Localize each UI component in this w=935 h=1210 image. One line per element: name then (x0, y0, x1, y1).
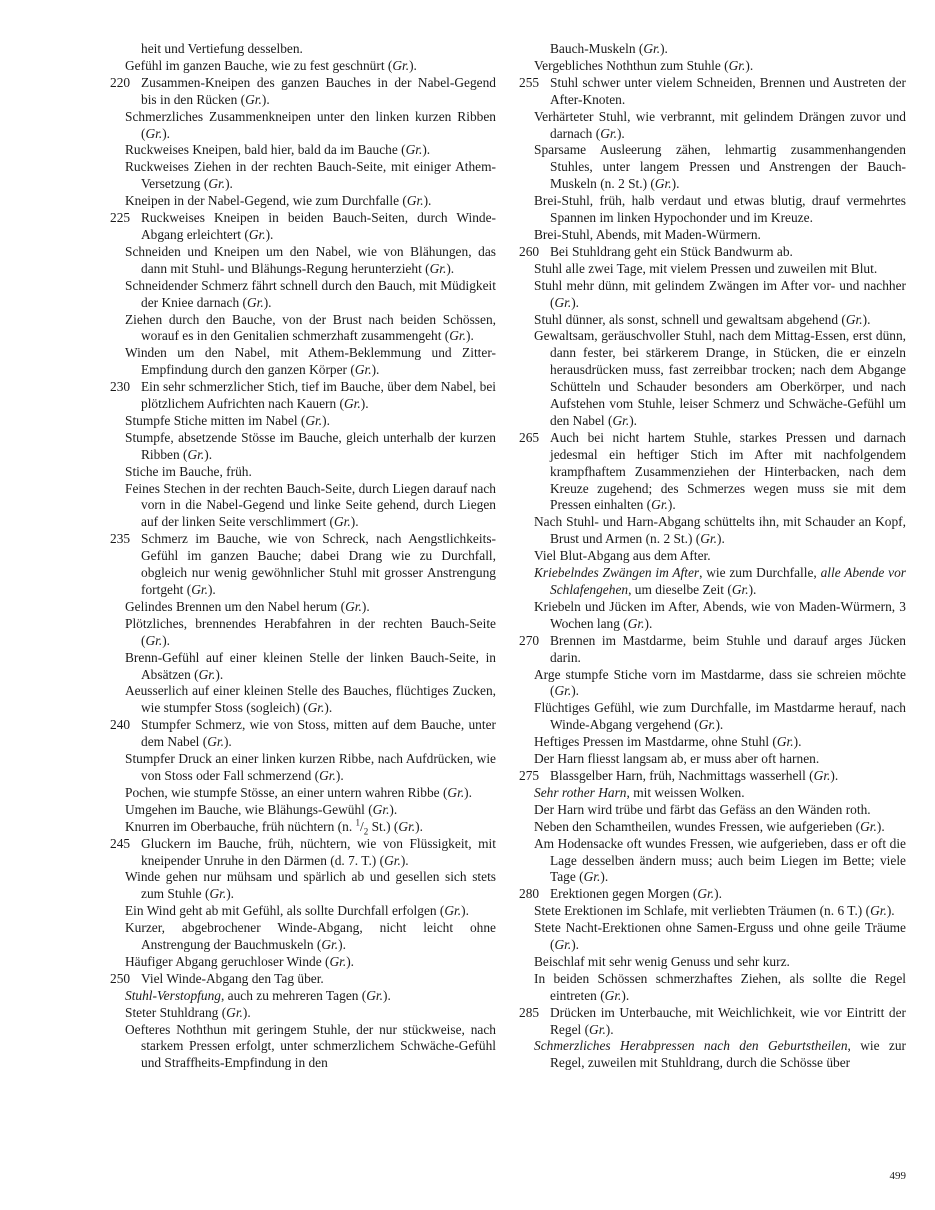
symptom-entry (519, 328, 906, 429)
symptom-entry (519, 886, 906, 903)
symptom-entry (519, 58, 906, 75)
symptom-entry (110, 920, 496, 954)
entry-text: Stiche im Bauche, früh. (125, 463, 252, 479)
entry-text: Viel Blut-Abgang aus dem After. (534, 548, 711, 564)
entry-text: Arge stumpfe Stiche vorn im Mastdarme, dass sie schreien möchte (Gr.). (534, 666, 906, 699)
entry-text: Gewaltsam, geräuschvoller Stuhl, nach dem Mittag-Essen, erst dünn, dann fester, bei stärkerem Drange, in Stücken, die er einzeln herausdrücken muss, fast zerreibbar trocken; nach dem Abgange Schütteln und Schauder besonders am Oberkörper, und nach Aufstehen vom Stuhle, leiser Schmerz und Schwäche-Gefühl um den Nabel (Gr.). (534, 328, 906, 428)
symptom-entry (110, 464, 496, 481)
entry-text: Beischlaf mit sehr wenig Genuss und sehr kurz. (534, 953, 790, 969)
entry-number: 240 (110, 717, 131, 733)
symptom-entry (519, 548, 906, 565)
symptom-entry (519, 142, 906, 193)
symptom-entry (110, 379, 496, 413)
symptom-entry (110, 481, 496, 532)
entry-text: Oefteres Noththun mit geringem Stuhle, der nur stückweise, nach starkem Pressen erfolgt, unter schmerzlichem Schwäche-Gefühl und Straffheits-Empfindung in den (125, 1021, 496, 1071)
symptom-entry (110, 109, 496, 143)
symptom-entry (110, 1022, 496, 1073)
entry-text: Bauch-Muskeln (Gr.). (550, 41, 668, 56)
symptom-entry (110, 345, 496, 379)
entry-number: 270 (519, 632, 540, 648)
entry-number: 220 (110, 74, 131, 90)
symptom-entry (110, 616, 496, 650)
entry-text: Vergebliches Noththun zum Stuhle (Gr.). (534, 57, 754, 73)
symptom-entry (110, 954, 496, 971)
entry-text: Stumpfe Stiche mitten im Nabel (Gr.). (125, 412, 330, 428)
entry-number: 235 (110, 531, 131, 547)
entry-text: In beiden Schössen schmerzhaftes Ziehen, als sollte die Regel eintreten (Gr.). (534, 970, 906, 1003)
entry-text: Stuhl dünner, als sonst, schnell und gewaltsam abgehend (Gr.). (534, 311, 871, 327)
symptom-entry (519, 75, 906, 109)
entry-text: Winden um den Nabel, mit Athem-Beklemmung und Zitter-Empfindung durch den ganzen Körper (Gr.). (125, 345, 496, 378)
symptom-entry (519, 227, 906, 244)
entry-number: 255 (519, 74, 540, 90)
entry-text: Nach Stuhl- und Harn-Abgang schüttelts ihn, mit Schauder an Kopf, Brust und Armen (n. 2 St.) (Gr.). (534, 514, 906, 547)
entry-text: Schneiden und Kneipen um den Nabel, wie von Blähungen, das dann mit Stuhl- und Blähungs-Regung herunterzieht (Gr.). (125, 243, 496, 276)
symptom-entry (110, 903, 496, 920)
entry-text: Kriebelndes Zwängen im After, wie zum Durchfalle, alle Abende vor Schlafengehen, um dieselbe Zeit (Gr.). (534, 565, 906, 597)
entry-text: Schmerzliches Zusammenkneipen unter den linken kurzen Ribben (Gr.). (125, 108, 496, 141)
symptom-entry (110, 683, 496, 717)
entry-text: Steter Stuhldrang (Gr.). (125, 1004, 251, 1020)
entry-text: Stete Nacht-Erektionen ohne Samen-Erguss und ohne geile Träume (Gr.). (534, 920, 906, 953)
entry-text: heit und Vertiefung desselben. (141, 41, 303, 56)
symptom-entry (110, 278, 496, 312)
entry-number: 280 (519, 886, 540, 902)
entry-number: 245 (110, 835, 131, 851)
entry-text: Ruckweises Kneipen in beiden Bauch-Seiten, durch Winde-Abgang erleichtert (Gr.). (141, 210, 496, 242)
entry-text: Brei-Stuhl, früh, halb verdaut und etwas blutig, drauf vermehrtes Spannen im linken Hypochonder und im Kreuze. (534, 193, 906, 226)
entry-text: Viel Winde-Abgang den Tag über. (141, 970, 324, 986)
symptom-entry (519, 954, 906, 971)
entry-text: Ziehen durch den Bauche, von der Brust nach beiden Schössen, worauf es in den Genitalien schmerzhaft zusammengeht (Gr.). (125, 311, 496, 344)
entry-text: Ruckweises Ziehen in der rechten Bauch-Seite, mit einiger Athem-Versetzung (Gr.). (125, 159, 496, 192)
entry-text: Schneidender Schmerz fährt schnell durch den Bauch, mit Müdigkeit der Kniee darnach (Gr.). (125, 277, 496, 310)
entry-text: Heftiges Pressen im Mastdarme, ohne Stuhl (Gr.). (534, 734, 802, 750)
entry-text: Stuhl alle zwei Tage, mit vielem Pressen und zuweilen mit Blut. (534, 260, 878, 276)
entry-text: Bei Stuhldrang geht ein Stück Bandwurm ab. (550, 243, 793, 259)
entry-text: Stumpfe, absetzende Stösse im Bauche, gleich unterhalb der kurzen Ribben (Gr.). (125, 429, 496, 462)
symptom-entry (519, 193, 906, 227)
symptom-entry (519, 751, 906, 768)
symptom-entry (110, 413, 496, 430)
entry-text: Neben den Schamtheilen, wundes Fressen, wie aufgerieben (Gr.). (534, 818, 885, 834)
symptom-entry (110, 75, 496, 109)
entry-text: Sparsame Ausleerung zähen, lehmartig zusammenhangenden Stuhles, unter langem Pressen und Anstrengen der Bauch-Muskeln (n. 2 St.) (Gr.). (534, 142, 906, 192)
entry-text: Gluckern im Bauche, früh, nüchtern, wie von Flüssigkeit, mit kneipender Unruhe in den Därmen (d. 7. T.) (Gr.). (141, 835, 496, 868)
entry-text: Kriebeln und Jücken im After, Abends, wie von Maden-Würmern, 3 Wochen lang (Gr.). (534, 598, 906, 631)
entry-text: Flüchtiges Gefühl, wie zum Durchfalle, im Mastdarme herauf, nach Winde-Abgang vergehend (Gr.). (534, 700, 906, 733)
entry-text: Stete Erektionen im Schlafe, mit verliebten Träumen (n. 6 T.) (Gr.). (534, 903, 895, 919)
entry-text: Stuhl schwer unter vielem Schneiden, Brennen und Austreten der After-Knoten. (550, 74, 906, 107)
symptom-entry (110, 244, 496, 278)
entry-text: Winde gehen nur mühsam und spärlich ab und gesellen sich stets zum Stuhle (Gr.). (125, 869, 496, 902)
entry-text: Kurzer, abgebrochener Winde-Abgang, nicht leicht ohne Anstrengung der Bauchmuskeln (Gr.). (125, 920, 496, 953)
symptom-entry (110, 58, 496, 75)
entry-number: 225 (110, 210, 131, 226)
symptom-entry (110, 819, 496, 836)
symptom-entry (519, 768, 906, 785)
entry-text: Der Harn wird trübe und färbt das Gefäss an den Wänden roth. (534, 801, 871, 817)
left-column (110, 41, 496, 1072)
entry-text: Stuhl mehr dünn, mit gelindem Zwängen im After vor- und nachher (Gr.). (534, 277, 906, 310)
symptom-entry (519, 1005, 906, 1039)
symptom-entry (519, 109, 906, 143)
entry-text: Stumpfer Druck an einer linken kurzen Ribbe, nach Aufdrücken, wie von Stoss oder Fall schmerzend (Gr.). (125, 751, 496, 783)
entry-text: Umgehen im Bauche, wie Blähungs-Gewühl (Gr.). (125, 801, 398, 817)
symptom-entry (110, 142, 496, 159)
symptom-entry (110, 650, 496, 684)
entry-text: Drücken im Unterbauche, mit Weichlichkeit, wie vor Eintritt der Regel (Gr.). (550, 1004, 906, 1037)
symptom-entry (519, 261, 906, 278)
entry-text: Kneipen in der Nabel-Gegend, wie zum Durchfalle (Gr.). (125, 193, 432, 209)
symptom-entry (110, 1005, 496, 1022)
symptom-entry (519, 514, 906, 548)
entry-number: 230 (110, 379, 131, 395)
symptom-entry (519, 819, 906, 836)
symptom-entry (519, 312, 906, 329)
entry-text: Sehr rother Harn, mit weissen Wolken. (534, 784, 745, 800)
entry-text: Brenn-Gefühl auf einer kleinen Stelle der linken Bauch-Seite, in Absätzen (Gr.). (125, 649, 496, 682)
entry-text: Stumpfer Schmerz, wie von Stoss, mitten auf dem Bauche, unter dem Nabel (Gr.). (141, 717, 496, 750)
symptom-entry (519, 971, 906, 1005)
symptom-entry (519, 734, 906, 751)
page-number: 499 (889, 1170, 906, 1182)
symptom-entry (519, 599, 906, 633)
entry-text: Verhärteter Stuhl, wie verbrannt, mit gelindem Drängen zuvor und darnach (Gr.). (534, 108, 906, 141)
symptom-entry (519, 278, 906, 312)
symptom-entry (110, 599, 496, 616)
symptom-entry (519, 903, 906, 920)
right-column (519, 41, 906, 1072)
entry-text: Aeusserlich auf einer kleinen Stelle des Bauches, flüchtiges Zucken, wie stumpfer Stoss (sogleich) (Gr.). (125, 683, 496, 716)
entry-number: 250 (110, 970, 131, 986)
entry-text: Ein Wind geht ab mit Gefühl, als sollte Durchfall erfolgen (Gr.). (125, 903, 469, 919)
symptom-entry (110, 159, 496, 193)
entry-text: Plötzliches, brennendes Herabfahren in der rechten Bauch-Seite (Gr.). (125, 615, 496, 648)
entry-text: Der Harn fliesst langsam ab, er muss aber oft harnen. (534, 751, 820, 767)
symptom-entry (110, 988, 496, 1005)
entry-text: Blassgelber Harn, früh, Nachmittags wasserhell (Gr.). (550, 767, 839, 783)
entry-text: Gefühl im ganzen Bauche, wie zu fest geschnürt (Gr.). (125, 57, 417, 73)
symptom-entry (110, 41, 496, 58)
symptom-entry (110, 430, 496, 464)
symptom-entry (519, 920, 906, 954)
entry-text: Ein sehr schmerzlicher Stich, tief im Bauche, über dem Nabel, bei plötzlichem Aufrichten nach Kauern (Gr.). (141, 379, 496, 412)
entry-text: Zusammen-Kneipen des ganzen Bauches in der Nabel-Gegend bis in den Rücken (Gr.). (141, 74, 496, 107)
symptom-entry (110, 312, 496, 346)
entry-number: 260 (519, 243, 540, 259)
entry-text: Brennen im Mastdarme, beim Stuhle und darauf arges Jücken darin. (550, 632, 906, 665)
entry-text: Auch bei nicht hartem Stuhle, starkes Pressen und darnach jedesmal ein heftiger Stich im After mit nachfolgendem krampfhaftem Zusammenziehen der Hinterbacken, nach dem Kreuze zugehend; des Schmerzes wegen muss sie mit dem Pressen einhalten (Gr.). (550, 429, 906, 513)
entry-text: Pochen, wie stumpfe Stösse, an einer untern wahren Ribbe (Gr.). (125, 784, 472, 800)
symptom-entry (110, 971, 496, 988)
entry-number: 285 (519, 1004, 540, 1020)
entry-text: Schmerzliches Herabpressen nach den Geburtstheilen, wie zur Regel, zuweilen mit Stuhldrang, durch die Schösse über (534, 1038, 906, 1071)
symptom-entry (519, 700, 906, 734)
symptom-entry (519, 633, 906, 667)
entry-text: Stuhl-Verstopfung, auch zu mehreren Tagen (Gr.). (125, 987, 391, 1003)
symptom-entry (110, 751, 496, 785)
entry-number: 275 (519, 767, 540, 783)
entry-text: Häufiger Abgang geruchloser Winde (Gr.). (125, 953, 355, 969)
entry-text: Knurren im Oberbauche, früh nüchtern (n. $^1/_2$ St.) (Gr.). (125, 817, 423, 837)
symptom-entry (110, 802, 496, 819)
symptom-entry (110, 785, 496, 802)
entry-text: Schmerz im Bauche, wie von Schreck, nach Aengstlichkeits-Gefühl im ganzen Bauche; dabei Drang wie zu Durchfall, obgleich nur wenig gewöhnlicher Stuhl mit grosser Anstrengung fortgeht (Gr.). (141, 531, 496, 597)
symptom-entry (110, 869, 496, 903)
entry-text: Erektionen gegen Morgen (Gr.). (550, 886, 722, 902)
entry-text: Feines Stechen in der rechten Bauch-Seite, durch Liegen darauf nach vorn in die Nabel-Gegend und linke Seite gehend, durch Liegen auf der linken Seite verschlimmert (Gr.). (125, 480, 496, 530)
entry-text: Brei-Stuhl, Abends, mit Maden-Würmern. (534, 226, 761, 242)
symptom-entry (519, 1038, 906, 1072)
symptom-entry (110, 531, 496, 599)
symptom-entry (519, 802, 906, 819)
symptom-entry (519, 565, 906, 599)
symptom-entry (110, 193, 496, 210)
entry-text: Am Hodensacke oft wundes Fressen, wie aufgerieben, dass er oft die Lage desselben ändern muss; auch beim Liegen im Bette; viele Tage (Gr.). (534, 835, 906, 885)
symptom-entry (110, 836, 496, 870)
symptom-entry (519, 41, 906, 58)
symptom-entry (110, 210, 496, 244)
symptom-entry (110, 717, 496, 751)
symptom-entry (519, 836, 906, 887)
entry-number: 265 (519, 429, 540, 445)
entry-text: Gelindes Brennen um den Nabel herum (Gr.). (125, 598, 370, 614)
symptom-entry (519, 785, 906, 802)
entry-text: Ruckweises Kneipen, bald hier, bald da im Bauche (Gr.). (125, 142, 431, 158)
symptom-entry (519, 667, 906, 701)
symptom-entry (519, 430, 906, 515)
symptom-entry (519, 244, 906, 261)
